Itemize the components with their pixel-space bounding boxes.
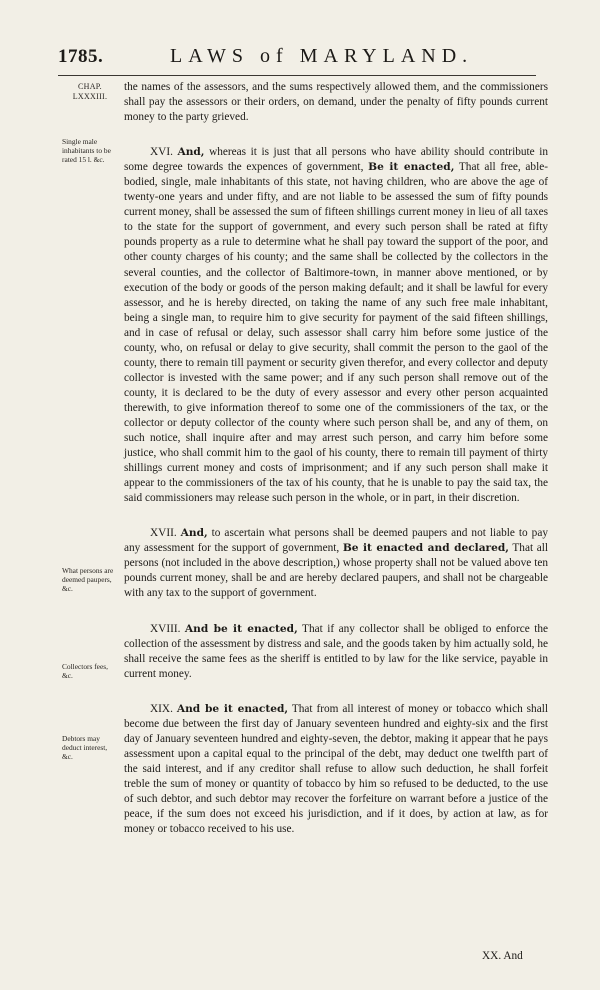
- section-17-text: That all persons (not included in the above description,) whose property shall not be valued above ten pounds current money, shall be and are hereby declared paupers, and shall not be chargeable with any tax to the support of government.: [124, 542, 548, 600]
- header-rule: [58, 75, 536, 76]
- chapter-label: CHAP. LXXXIII.: [72, 82, 108, 101]
- section-17-and: And,: [180, 527, 208, 540]
- section-16-number: XVI.: [150, 146, 173, 159]
- section-19-enacting-clause: And be it enacted,: [176, 702, 289, 715]
- catchword: XX. And: [482, 950, 523, 962]
- section-18-number: XVIII.: [150, 622, 181, 635]
- page-header: [58, 44, 528, 74]
- margin-note-collectors: Collectors fees, &c.: [62, 662, 108, 680]
- section-17-number: XVII.: [150, 527, 177, 540]
- section-16-text: That all free, able-bodied, single, male inhabitants of this state, not having children, who are above the age of twenty-one years and under fifty, and are not liable to be assessed the sum of fifty pounds current money, shall be assessed the sum of fifteen shillings current money in lieu of all taxes to the state for the support of government, and every such person shall be rated at fifty pounds property as a rule to determine what he shall pay toward the support of the poor, and other county charges of his county; and the same shall be collected by the collectors in the several counties, and the collector of Baltimore-town, in manner above mentioned, or by execution of the body or goods of the person making default; and it shall be lawful for every assessor, and he is hereby directed, on taking the name of any such free male inhabitant, being a single man, to require him to give security for payment of the said fifteen shillings, and in case of refusal or delay, such assessor shall carry him before some justice of the county, who, on refusal or delay to give security, shall commit the person to the gaol of the county, there to remain till payment or security given therefor, and every collector and deputy collector is invested with the same power; and if any such person shall remove out of the county, it is declared to be the duty of every assessor and every other person acquainted therewith, to give information thereof to some one of the commissioners of the tax, or the collector or deputy collector of the county where such person shall be, and any of them, on such notice, shall inquire after and may arrest such person, and carry him before some justice, who shall commit him to the gaol of his county, there to remain till payment of thirty shillings current money and costs of imprisonment; and if any such person shall make it appear to the commissioners of the tax of his county, that he is unable to pay the said tax, the said commissioners may release such person in the whole, or in part, in their discretion.: [124, 161, 548, 505]
- section-16-enacting-clause: Be it enacted,: [368, 161, 455, 174]
- margin-note-paupers: What persons are deemed paupers, &c.: [62, 566, 114, 593]
- section-17: [124, 526, 548, 601]
- running-title: LAWS of MARYLAND.: [170, 45, 474, 67]
- margin-note-single-male: Single male inhabitants to be rated 15 l. &c.: [62, 137, 111, 164]
- section-19: [124, 702, 548, 837]
- main-text: [124, 80, 548, 837]
- section-19-number: XIX.: [150, 702, 173, 715]
- section-17-enacting-clause: Be it enacted and declared,: [342, 542, 509, 555]
- section-16-and: And,: [177, 146, 205, 159]
- section-18-text: That if any collector shall be obliged to enforce the collection of the assessment by distress and sale, and the goods taken by him actually sold, he shall receive the same fees as the sheriff is entitled to by law for the like service, payable in current money.: [124, 622, 548, 680]
- section-19-text: That from all interest of money or tobacco which shall become due between the first day of January seventeen hundred and eighty-six and the first day of January seventeen hundred and eighty-seven, the debtor, making it appear that he pays assessment upon a capital equal to the principal of the debt, may deduct one twelfth part of the said interest, and if any creditor shall refuse to allow such deduction, he shall forfeit treble the sum of money or quantity of tobacco by him so refused to be deducted, to the use of such debtor, and such debtor may recover the forfeiture on warrant before a justice of the peace, if the sum does not exceed his jurisdiction, and if it does, by action at law, as for money or tobacco received to his use.: [124, 702, 549, 836]
- margin-note-debtors: Debtors may deduct interest, &c.: [62, 734, 108, 761]
- section-17-preamble: to ascertain what persons shall be deemed paupers and not liable to pay any assessment for the support of government,: [124, 527, 548, 555]
- section-16-preamble: whereas it is just that all persons who have ability should contribute in some degree towards the expences of government,: [124, 146, 549, 174]
- section-16: [124, 145, 548, 506]
- section-18: [124, 622, 548, 682]
- section-18-enacting-clause: And be it enacted,: [184, 622, 298, 635]
- page-year: 1785.: [58, 46, 104, 67]
- opening-paragraph: the names of the assessors, and the sums respectively allowed them, and the commissioners shall pay the assessors or their orders, on demand, under the penalty of fifty pounds current money to the party grieved.: [124, 81, 548, 124]
